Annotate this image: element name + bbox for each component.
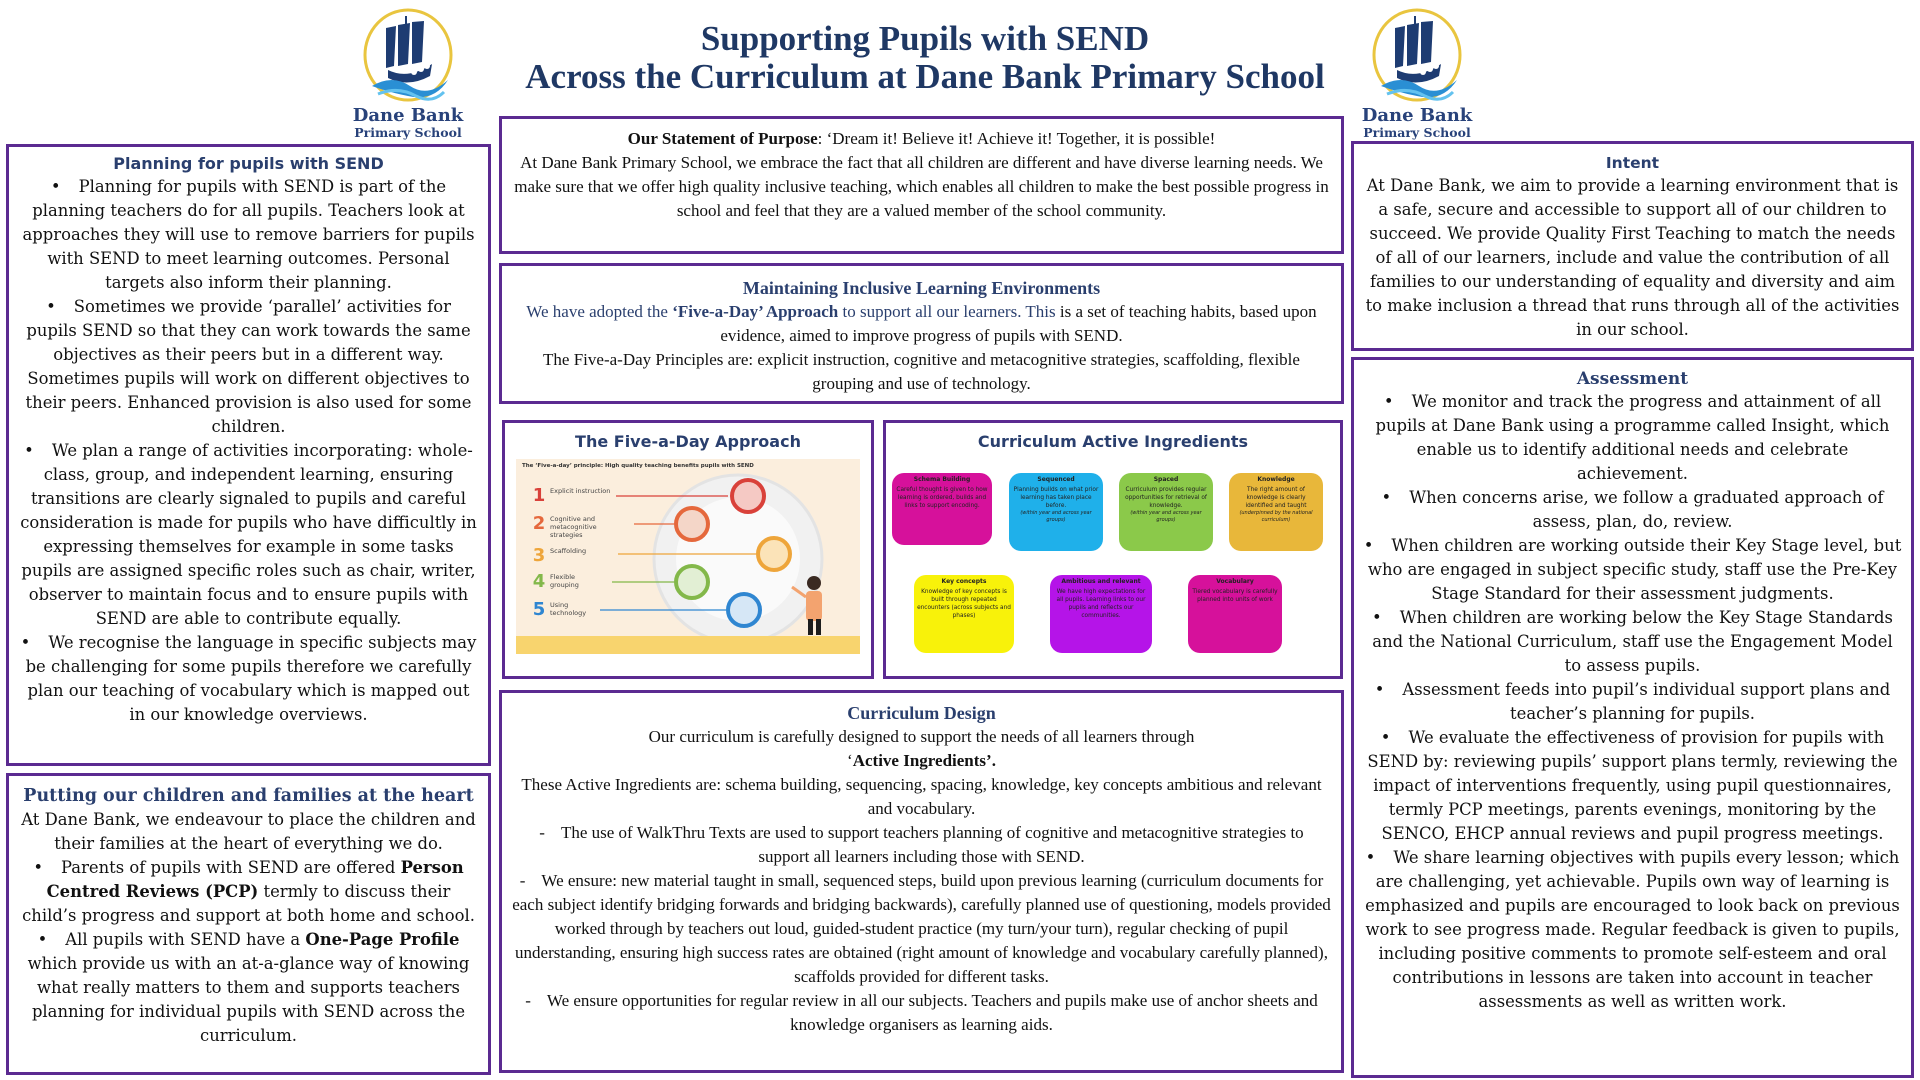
list-item: • When concerns arise, we follow a graduated approach of assess, plan, do, review. xyxy=(1381,488,1884,531)
five-a-day-item xyxy=(532,601,594,619)
list-item: - We ensure: new material taught in small, sequenced steps, build upon previous learning (curriculum documents for each subject identify bridging forwards and bridging backwards), carefully planned use of questioning, models provided worked through by teachers out loud, guided-student practice (my turn/your turn), regular checking of pupil understanding, ensuring high success rates are obtained (right amount of knowledge and vocabulary carefully planned), scaffolds provided for different tasks. xyxy=(512,871,1331,986)
purpose-line xyxy=(512,127,1331,151)
ingredient-cards xyxy=(892,459,1338,659)
list-item: • Assessment feeds into pupil’s individual support plans and teacher’s planning for pupils. xyxy=(1374,680,1891,723)
five-a-day-panel xyxy=(502,420,874,679)
logo-name: Dane Bank xyxy=(1361,105,1473,126)
item-number: 4 xyxy=(532,571,546,592)
list-item-text: All pupils with SEND have a xyxy=(65,930,306,949)
item-label: Using technology xyxy=(550,601,587,617)
five-a-day-diagram xyxy=(516,459,860,654)
ingredient-card-sequenced xyxy=(1009,473,1103,551)
list-item-text: Assessment feeds into pupil’s individual support plans and teacher’s planning for pupils. xyxy=(1402,680,1891,723)
explicit-instruction-icon xyxy=(732,480,764,512)
quote-open: ‘ xyxy=(847,751,853,770)
inclusive-text: to support all our learners. This xyxy=(838,302,1056,321)
card-title: Ambitious and relevant xyxy=(1061,578,1141,585)
inclusive-text: is a set of teaching habits, based upon evidence, aimed to improve progress of pupils with SEND. xyxy=(720,302,1317,345)
assessment-heading: Assessment xyxy=(1576,369,1689,389)
list-item: - We ensure opportunities for regular review in all our subjects. Teachers and pupils make use of anchor sheets and knowledge organisers as learning aids. xyxy=(525,991,1318,1034)
list-item-text: We evaluate the effectiveness of provision for pupils with SEND by: reviewing pupils’ support plans termly, reviewing the impact of interventions frequently, using pupil questionnaires, termly PCP meetings, parents evenings, monitoring by the SENCO, EHCP annual reviews and pupil progress meetings. xyxy=(1367,728,1898,843)
families-intro: At Dane Bank, we endeavour to place the children and their families at the heart of everything we do. xyxy=(21,810,476,853)
item-label: Scaffolding xyxy=(550,547,587,555)
school-logo-right xyxy=(1357,8,1477,148)
purpose-motto: : ‘Dream it! Believe it! Achieve it! Together, it is possible! xyxy=(817,129,1216,148)
five-a-day-highlight: ‘Five-a-Day’ Approach xyxy=(672,302,839,321)
inclusive-principles: The Five-a-Day Principles are: explicit instruction, cognitive and metacognitive strategies, scaffolding, flexible grouping and use of technology. xyxy=(543,350,1300,393)
list-item-text: Sometimes we provide ‘parallel’ activities for pupils SEND so that they can work towards the same objectives as their peers but in a different way. Sometimes pupils will work on different objectives to their peers. Enhanced provision is also used for some children. xyxy=(25,297,472,436)
page-title xyxy=(470,20,1380,96)
card-title: Vocabulary xyxy=(1216,578,1254,585)
five-a-day-item xyxy=(532,515,606,539)
ship-crest-icon xyxy=(358,8,458,106)
five-a-day-heading: The Five-a-Day Approach xyxy=(575,432,801,451)
school-logo-left xyxy=(348,8,468,148)
logo-subname: Primary School xyxy=(1363,125,1471,140)
intent-section xyxy=(1351,141,1914,351)
list-item: • We recognise the language in specific subjects may be challenging for some pupils therefore we carefully plan our teaching of vocabulary which is mapped out in our knowledge overviews. xyxy=(20,633,477,724)
inclusive-heading: Maintaining Inclusive Learning Environments xyxy=(742,278,1101,298)
list-item-text: We share learning objectives with pupils every lesson; which are challenging, yet achievable. Pupils own way of learning is emphasized and pupils are encouraged to look back on previous work to see progress made. Regular feedback is given to pupils, including positive comments to promote self-esteem and oral contributions in lessons are taken into account in teacher assessments as well as written work. xyxy=(1365,848,1900,1011)
ingredient-card-ambitious xyxy=(1050,575,1152,653)
profile-highlight: One-Page Profile xyxy=(305,930,460,949)
metacognition-icon xyxy=(676,508,708,540)
card-body: We have high expectations for all pupils. Learning links to our pupils and reflects our communities. xyxy=(1056,589,1146,619)
title-line-2: Across the Curriculum at Dane Bank Primary School xyxy=(525,57,1325,96)
list-item-text: We recognise the language in specific subjects may be challenging for some pupils therefore we carefully plan our teaching of vocabulary which is mapped out in our knowledge overviews. xyxy=(25,633,477,724)
families-section xyxy=(6,773,491,1075)
inclusive-text: We have adopted the xyxy=(526,302,673,321)
scaffolding-icon xyxy=(758,538,790,570)
intent-heading: Intent xyxy=(1605,154,1660,172)
assessment-section xyxy=(1351,357,1914,1078)
active-ingredients-highlight: Active Ingredients xyxy=(852,751,987,770)
design-list-intro: These Active Ingredients are: schema building, sequencing, spacing, knowledge, key concepts ambitious and relevant and vocabulary. xyxy=(521,775,1322,818)
card-body: Careful thought is given to how learning is ordered, builds and links to support encoding. xyxy=(896,487,988,509)
active-ingredients-panel xyxy=(883,420,1343,679)
list-item: • When children are working outside their Key Stage level, but who are engaged in subject specific study, staff use the Pre-Key Stage Standard for their assessment judgments. xyxy=(1363,536,1902,603)
technology-icon xyxy=(728,594,760,626)
item-label: Cognitive and metacognitive strategies xyxy=(550,515,597,539)
card-title: Key concepts xyxy=(941,578,987,585)
logo-name: Dane Bank xyxy=(352,105,464,126)
title-line-1: Supporting Pupils with SEND xyxy=(700,19,1150,58)
inclusive-section xyxy=(499,263,1344,404)
design-intro: Our curriculum is carefully designed to support the needs of all learners through xyxy=(648,727,1195,746)
list-item-text: Parents of pupils with SEND are offered xyxy=(61,858,401,877)
card-title: Spaced xyxy=(1153,476,1179,483)
planning-section xyxy=(6,144,491,766)
ingredient-card-spaced xyxy=(1119,473,1213,551)
ship-crest-icon xyxy=(1367,8,1467,106)
intent-body: At Dane Bank, we aim to provide a learning environment that is a safe, secure and accessible to support all of our children to succeed. We provide Quality First Teaching to match the needs of all of our learners, include and value the contribution of all families to our understanding of equality and diversity and aim to make inclusion a thread that runs through all of the activities in our school. xyxy=(1365,176,1900,339)
item-number: 1 xyxy=(532,485,546,506)
card-note: (within year and across year groups) xyxy=(1020,510,1092,523)
item-label: Explicit instruction xyxy=(550,487,611,495)
list-item-text: We plan a range of activities incorporating: whole-class, group, and independent learning, ensuring transitions are clearly signaled to pupils and careful consideration is made for pupils who have difficultly in expressing themselves for example in some tasks pupils are assigned specific roles such as chair, writer, observer to maintain focus and to ensure pupils with SEND are able to contribute equally. xyxy=(20,441,477,628)
five-a-day-item xyxy=(532,573,594,591)
card-body: Curriculum provides regular opportunities for retrieval of knowledge. xyxy=(1125,487,1207,509)
logo-subname: Primary School xyxy=(354,125,462,140)
ingredient-card-key-concepts xyxy=(914,575,1014,653)
list-item: • We share learning objectives with pupils every lesson; which are challenging, yet achievable. Pupils own way of learning is emphasized and pupils are encouraged to look back on previous work to see progress made. Regular feedback is given to pupils, including positive comments to promote self-esteem and oral contributions in lessons are taken into account in teacher assessments as well as written work. xyxy=(1365,848,1900,1011)
purpose-body: At Dane Bank Primary School, we embrace the fact that all children are different and have diverse learning needs. We make sure that we offer high quality inclusive teaching, which enables all children to make the best possible progress in school and feel that they are a valued member of the school community. xyxy=(514,153,1329,220)
list-item: • Planning for pupils with SEND is part of the planning teachers do for all pupils. Teachers look at approaches they will use to remove barriers for pupils with SEND to meet learning outcomes. Personal targets also inform their planning. xyxy=(22,177,475,292)
ingredients-heading: Curriculum Active Ingredients xyxy=(977,432,1249,451)
card-body: The right amount of knowledge is clearly identified and taught xyxy=(1245,487,1307,509)
card-title: Schema Building xyxy=(913,476,971,483)
families-list xyxy=(19,856,478,1048)
list-item-text: The use of WalkThru Texts are used to support teachers planning of cognitive and metacognitive strategies to support all learners including those with SEND. xyxy=(560,823,1304,866)
list-item-text: We monitor and track the progress and attainment of all pupils at Dane Bank using a programme called Insight, which enable us to identify additional needs and celebrate achievement. xyxy=(1375,392,1890,483)
card-body: Knowledge of key concepts is built through repeated encounters (across subjects and phases) xyxy=(917,589,1011,619)
ingredient-card-schema-building xyxy=(892,473,992,545)
list-item-text: termly to discuss their child’s progress and support at both home and school. xyxy=(22,882,475,925)
planning-list xyxy=(19,175,478,727)
ingredient-card-vocabulary xyxy=(1188,575,1282,653)
planning-heading: Planning for pupils with SEND xyxy=(113,154,384,173)
item-number: 2 xyxy=(532,513,546,534)
list-item: • We evaluate the effectiveness of provision for pupils with SEND by: reviewing pupils’ support plans termly, reviewing the impact of interventions frequently, using pupil questionnaires, termly PCP meetings, parents evenings, monitoring by the SENCO, EHCP annual reviews and pupil progress meetings. xyxy=(1367,728,1898,843)
list-item: • All pupils with SEND have a One-Page Profile which provide us with an at-a-glance way of knowing what really matters to them and supports teachers planning for individual pupils with SEND across the curriculum. xyxy=(27,930,470,1045)
list-item: • Parents of pupils with SEND are offered Person Centred Reviews (PCP) termly to discuss their child’s progress and support at both home and school. xyxy=(22,858,475,925)
card-title: Sequenced xyxy=(1037,476,1075,483)
list-item-text: When concerns arise, we follow a graduated approach of assess, plan, do, review. xyxy=(1409,488,1884,531)
active-ingredients-line xyxy=(512,749,1331,773)
five-a-day-caption: The ‘Five-a-day’ principle: High quality teaching benefits pupils with SEND xyxy=(522,463,754,469)
five-a-day-item xyxy=(532,547,620,565)
list-item: • Sometimes we provide ‘parallel’ activities for pupils SEND so that they can work towards the same objectives as their peers but in a different way. Sometimes pupils will work on different objectives to their peers. Enhanced provision is also used for some children. xyxy=(25,297,472,436)
card-body: Tiered vocabulary is carefully planned into units of work xyxy=(1192,589,1278,603)
card-note: (underpinned by the national curriculum) xyxy=(1239,510,1313,523)
item-number: 3 xyxy=(532,545,546,566)
design-list xyxy=(512,821,1331,1037)
card-title: Knowledge xyxy=(1257,476,1295,483)
item-label: Flexible grouping xyxy=(550,573,579,589)
design-heading: Curriculum Design xyxy=(847,703,996,723)
list-item: - The use of WalkThru Texts are used to support teachers planning of cognitive and metacognitive strategies to support all learners including those with SEND. xyxy=(539,823,1304,866)
card-body: Planning builds on what prior learning has taken place before. xyxy=(1013,487,1099,509)
families-heading: Putting our children and families at the heart xyxy=(23,786,474,806)
list-item-text: which provide us with an at-a-glance way of knowing what really matters to them and supports teachers planning for individual pupils with SEND across the curriculum. xyxy=(27,954,470,1045)
list-item-text: When children are working below the Key Stage Standards and the National Curriculum, staff use the Engagement Model to assess pupils. xyxy=(1372,608,1893,675)
list-item: • We monitor and track the progress and attainment of all pupils at Dane Bank using a programme called Insight, which enable us to identify additional needs and celebrate achievement. xyxy=(1375,392,1890,483)
list-item-text: When children are working outside their Key Stage level, but who are engaged in subject specific study, staff use the Pre-Key Stage Standard for their assessment judgments. xyxy=(1367,536,1902,603)
list-item-text: We ensure: new material taught in small, sequenced steps, build upon previous learning (curriculum documents for each subject identify bridging forwards and bridging backwards), carefully planned use of questioning, models provided worked through by teachers out loud, guided-student practice (my turn/your turn), regular checking of pupil understanding, ensuring high success rates are obtained (right amount of knowledge and vocabulary carefully planned), scaffolds provided for different tasks. xyxy=(512,871,1331,986)
statement-of-purpose xyxy=(499,116,1344,254)
pcp-highlight: Person Centred Reviews (PCP) xyxy=(46,858,464,901)
list-item: • We plan a range of activities incorporating: whole-class, group, and independent learning, ensuring transitions are clearly signaled to pupils and careful consideration is made for pupils who have difficultly in expressing themselves for example in some tasks pupils are assigned specific roles such as chair, writer, observer to maintain focus and to ensure pupils with SEND are able to contribute equally. xyxy=(20,441,477,628)
purpose-label: Our Statement of Purpose xyxy=(627,129,818,148)
quote-close: ’. xyxy=(986,751,996,770)
grouping-icon xyxy=(676,566,708,598)
curriculum-design-section xyxy=(499,690,1344,1073)
list-item: • When children are working below the Key Stage Standards and the National Curriculum, staff use the Engagement Model to assess pupils. xyxy=(1372,608,1893,675)
diagram-floor xyxy=(516,636,860,654)
five-a-day-item xyxy=(532,487,620,505)
item-number: 5 xyxy=(532,599,546,620)
assessment-list xyxy=(1362,390,1903,1014)
ingredient-card-knowledge xyxy=(1229,473,1323,551)
inclusive-body xyxy=(512,300,1331,348)
list-item-text: Planning for pupils with SEND is part of the planning teachers do for all pupils. Teachers look at approaches they will use to remove barriers for pupils with SEND to meet learning outcomes. Personal targets also inform their planning. xyxy=(22,177,475,292)
card-note: (within year and across year groups) xyxy=(1130,510,1202,523)
list-item-text: We ensure opportunities for regular review in all our subjects. Teachers and pupils make use of anchor sheets and knowledge organisers as learning aids. xyxy=(546,991,1318,1034)
